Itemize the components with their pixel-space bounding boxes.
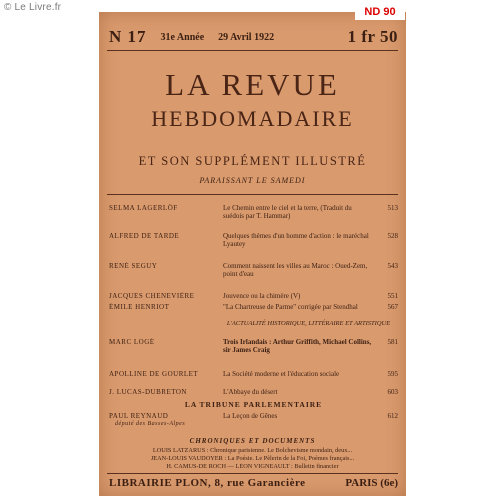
publisher: LIBRAIRIE PLON, 8, rue Garancière [109, 477, 306, 489]
toc-page: 543 [387, 262, 398, 270]
toc-work: Trois Irlandais : Arthur Griffith, Michael Collins, sir James Craig [223, 338, 372, 354]
toc-work: Le Chemin entre le ciel et la terre, (Traduit du suédois par T. Hammar) [223, 204, 352, 220]
toc-author: PAUL REYNAUD [109, 412, 169, 420]
toc-page: 513 [387, 204, 398, 212]
author-note: député des Basses-Alpes [115, 421, 186, 427]
chronique-line: H. CAMUS-DE ROCH — LÉON VIGNEAULT : Bulletin financier [166, 463, 339, 470]
price: 1 fr 50 [347, 27, 398, 46]
library-sticker: ND 90 [355, 4, 405, 20]
publisher-city: PARIS (6e) [345, 477, 398, 489]
toc-work: Jouvence ou la chimère (V) [223, 292, 301, 300]
toc-author: JACQUES CHENEVIÈRE [109, 292, 195, 300]
title-line-2: HEBDOMADAIRE [151, 106, 354, 131]
toc-work: "La Chartreuse de Parme" corrigée par Stendhal [223, 303, 358, 311]
toc-work: La Société moderne et l'éducation sociale [223, 370, 340, 378]
chronique-line: LOUIS LATZARUS : Chronique parisienne. Le Bolchevisme mondain, deux... [152, 447, 353, 454]
toc-page: 567 [387, 303, 398, 311]
toc-row [109, 303, 398, 311]
toc-page: 612 [387, 412, 398, 420]
toc-row [109, 388, 398, 396]
issue-number: N 17 [109, 27, 147, 46]
toc-row [109, 292, 398, 300]
toc-row [109, 262, 398, 278]
header-rule [107, 50, 398, 51]
toc-author: RENÉ SEGUY [109, 262, 158, 270]
publication-frequency: PARAISSANT LE SAMEDI [199, 176, 306, 185]
toc-author: APOLLINE DE GOURLET [109, 370, 199, 378]
toc-page: 595 [387, 370, 398, 378]
toc-page: 581 [387, 338, 398, 346]
chroniques-heading: CHRONIQUES ET DOCUMENTS [189, 437, 316, 445]
tribune-heading: LA TRIBUNE PARLEMENTAIRE [184, 400, 323, 409]
issue-date: 29 Avril 1922 [218, 31, 275, 43]
toc-author: ALFRED DE TARDE [109, 232, 180, 240]
author-note-row [109, 420, 398, 428]
toc-author: ÉMILE HENRIOT [109, 303, 170, 311]
title-line-3: ET SON SUPPLÉMENT ILLUSTRÉ [138, 154, 367, 168]
toc-work: Comment naissent les villes au Maroc : Oued-Zem, point d'eau [223, 262, 368, 278]
toc-author: J. LUCAS-DUBRETON [109, 388, 187, 396]
issue-header [109, 26, 398, 48]
watermark: © Le Livre.fr [4, 2, 62, 13]
toc-work: Quelques thèmes d'un homme d'action : le maréchal Lyautey [223, 232, 369, 248]
title-line-1: LA REVUE [165, 67, 340, 102]
toc-work: L'Abbaye du désert [223, 388, 278, 396]
toc-row [109, 204, 398, 220]
toc-author: MARC LOGÉ [109, 338, 155, 346]
magazine-cover [99, 12, 406, 496]
chronique-line: JEAN-LOUIS VAUDOYER : La Poésie. Le Pèlerin de la Foi, Poèmes français... [150, 455, 355, 462]
year-label: 31e Année [160, 31, 205, 43]
toc-page: 528 [387, 232, 398, 240]
toc-work: La Leçon de Gênes [223, 412, 278, 420]
toc-row [109, 338, 398, 354]
footer-rule [107, 473, 398, 474]
toc-page: 603 [387, 388, 398, 396]
toc-page: 551 [387, 292, 398, 300]
footer [109, 477, 398, 489]
toc-row [109, 370, 398, 378]
toc-top-rule [107, 194, 398, 195]
toc-row [109, 412, 398, 420]
toc-row [109, 232, 398, 248]
actualites-note: L'ACTUALITÉ HISTORIQUE, LITTÉRAIRE ET ARTISTIQUE [226, 320, 391, 327]
toc-author: SELMA LAGERLÖF [109, 204, 178, 212]
